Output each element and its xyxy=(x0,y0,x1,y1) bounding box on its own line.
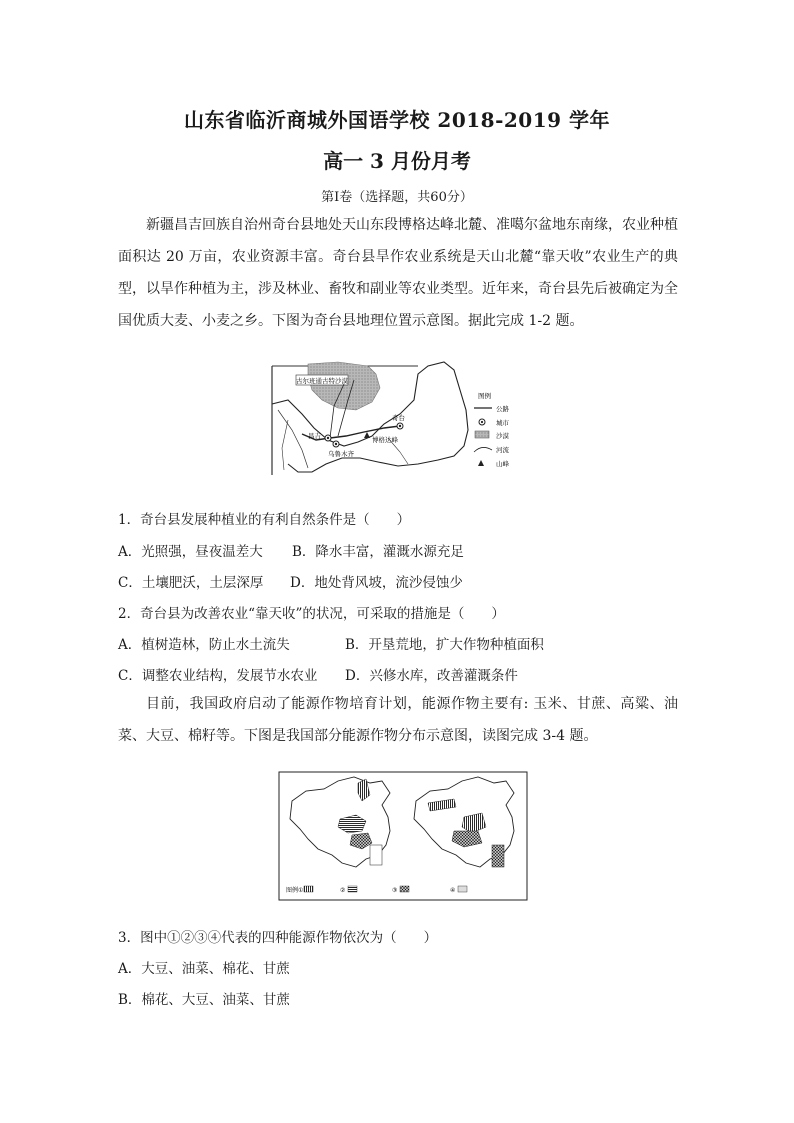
passage-1: 新疆昌吉回族自治州奇台县地处天山东段博格达峰北麓、准噶尔盆地东南缘，农业种植面积达 20 万亩，农业资源丰富。奇台县旱作农业系统是天山北麓“靠天收”农业生产的典型，以旱作种植为主，涉及林业、畜牧和副业等农业类型。近年来，奇台县先后被确定为全国优质大麦、小麦之乡。下图为奇台县地理位置示意图。据此完成 1-2 题。 xyxy=(118,217,678,329)
q1-option-b[interactable]: B．降水丰富，灌溉水源充足 xyxy=(292,544,464,560)
svg-text:河流: 河流 xyxy=(496,446,509,454)
q2-option-a[interactable]: A．植树造林，防止水土流失 xyxy=(118,637,290,653)
q3-option-a[interactable]: A．大豆、油菜、棉花、甘蔗 xyxy=(118,961,290,977)
qitai-location-map xyxy=(268,360,530,490)
svg-text:④: ④ xyxy=(450,887,456,894)
city-urumqi-label: 乌鲁木齐 xyxy=(328,450,354,458)
svg-text:沙漠: 沙漠 xyxy=(496,432,509,440)
peak-label: 博格达峰 xyxy=(372,436,398,444)
svg-text:②: ② xyxy=(340,887,346,894)
question-1-stem: 1．奇台县发展种植业的有利自然条件是（ ） xyxy=(118,512,411,528)
energy-crops-map xyxy=(278,771,528,901)
svg-text:图例: 图例 xyxy=(478,392,491,400)
svg-text:图例: 图例 xyxy=(286,887,299,894)
city-changji-label: 昌吉 xyxy=(308,432,321,440)
q3-option-b[interactable]: B．棉花、大豆、油菜、甘蔗 xyxy=(118,992,290,1008)
city-qitai-label: 奇台 xyxy=(392,414,405,422)
river xyxy=(282,420,288,470)
exam-title-line2: 高一 3 月份月考 xyxy=(323,149,471,173)
q1-option-d[interactable]: D．地处背风坡，流沙侵蚀少 xyxy=(290,575,463,591)
river xyxy=(278,410,308,468)
q2-option-b[interactable]: B．开垦荒地，扩大作物种植面积 xyxy=(345,637,544,653)
section-heading: 第Ⅰ卷（选择题，共60分） xyxy=(321,190,473,205)
map1-legend xyxy=(474,391,510,468)
q1-option-c[interactable]: C．土壤肥沃，土层深厚 xyxy=(118,575,264,591)
q1-option-a[interactable]: A．光照强，昼夜温差大 xyxy=(118,544,263,560)
svg-text:③: ③ xyxy=(392,887,398,894)
question-3-stem: 3．图中①②③④代表的四种能源作物依次为（ ） xyxy=(118,930,438,946)
svg-text:城市: 城市 xyxy=(496,419,509,427)
svg-text:山峰: 山峰 xyxy=(496,460,509,468)
svg-text:公路: 公路 xyxy=(496,405,509,413)
exam-title-line1: 山东省临沂商城外国语学校 2018-2019 学年 xyxy=(183,108,611,132)
passage-2: 目前，我国政府启动了能源作物培育计划，能源作物主要有: 玉米、甘蔗、高粱、油菜、大豆、棉籽等。下图是我国部分能源作物分布示意图，读图完成 3-4 题。 xyxy=(118,696,678,744)
q2-option-d[interactable]: D．兴修水库，改善灌溉条件 xyxy=(345,668,518,684)
q2-option-c[interactable]: C．调整农业结构，发展节水农业 xyxy=(118,668,318,684)
desert-label: 古尔班通古特沙漠 xyxy=(296,377,348,385)
svg-text:①: ① xyxy=(298,887,304,894)
desert-area xyxy=(308,362,380,410)
question-2-stem: 2．奇台县为改善农业“靠天收”的状况，可采取的措施是（ ） xyxy=(118,606,505,622)
